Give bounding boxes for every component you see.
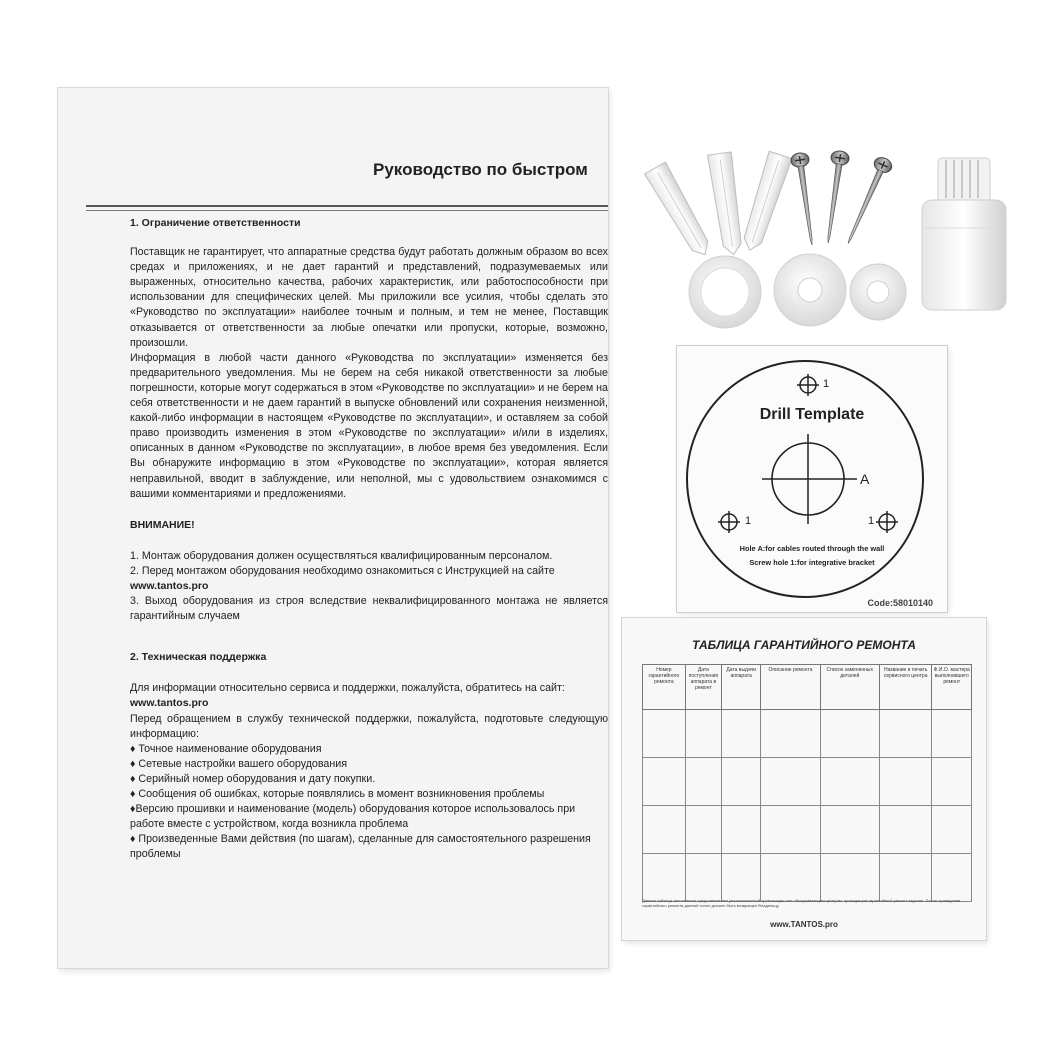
wall-plug-icon	[738, 151, 792, 254]
column-header: Список замененных деталей	[820, 665, 879, 710]
drill-template-diagram	[677, 346, 947, 612]
hole-a-note: Hole A:for cables routed through the wall	[739, 544, 885, 553]
support-paragraph-2: Перед обращением в службу технической поддержки, пожалуйста, подготовьте следующую информацию:	[130, 712, 608, 740]
attention-site: www.tantos.pro	[130, 579, 209, 592]
bullet-item: ♦ Серийный номер оборудования и дату покупки.	[130, 772, 376, 785]
table-row	[643, 806, 972, 854]
column-header: Дата поступления аппарата в ремонт	[685, 665, 721, 710]
crosshair-icon	[718, 511, 740, 533]
hole-label-1: 1	[868, 515, 875, 527]
wall-plug-icon	[707, 152, 745, 256]
column-header: Описание ремонта	[761, 665, 820, 710]
screw-hole-note: Screw hole 1:for integrative bracket	[749, 558, 875, 567]
bullet-item: ♦ Сетевые настройки вашего оборудования	[130, 757, 348, 770]
crosshair-icon	[876, 511, 898, 533]
screw-icon	[840, 155, 894, 247]
drill-template-title: Drill Template	[759, 406, 865, 423]
crosshair-icon	[797, 374, 819, 396]
screw-icon	[819, 150, 850, 245]
warranty-card	[622, 618, 986, 940]
manual-title: Руководство по быстром	[373, 160, 588, 179]
attention-item-2: 2. Перед монтажом оборудования необходимо ознакомиться с Инструкцией на сайте	[130, 564, 555, 577]
cable-gland-icon	[922, 158, 1006, 310]
paragraph-1: Поставщик не гарантирует, что аппаратные средства будут работать должным образом во всех средах и приложениях, и не дает гарантий и представлений, подразумеваемых или выраженных, относительно качества, рабочих характеристик, или работоспособности при использовании для специфических целей. Мы приложили все усилия, чтобы сделать это «Руководство по эксплуатации» наиболее точным и полным, и тем не менее, Поставщик отказывается от ответственности за любые опечатки или пропуски, которые, возможно, произошли.	[130, 246, 608, 349]
hole-label-a: A	[860, 471, 870, 487]
wall-plug-icon	[645, 162, 716, 261]
support-paragraph-1: Для информации относительно сервиса и поддержки, пожалуйста, обратитесь на сайт:	[130, 682, 565, 695]
section-1-heading: 1. Ограничение ответственности	[130, 217, 301, 229]
bullet-item: ♦ Сообщения об ошибках, которые появлялись в момент возникновения проблемы	[130, 788, 545, 800]
rubber-ring-icon	[774, 254, 846, 326]
warranty-site: www.TANTOS.pro	[770, 920, 838, 929]
section-2-heading: 2. Техническая поддержка	[130, 651, 267, 664]
attention-item-3: 3. Выход оборудования из строя вследствие неквалифицированного монтажа не является гарантийным случаем	[130, 595, 608, 623]
paragraph-2: Информация в любой части данного «Руководства по эксплуатации» изменяется без предварительного уведомления. Мы не берем на себя никакой ответственности за любые погрешности, которые могут содержаться в этом «Руководстве по эксплуатации» и не берем на себя ответственности и не даем гарантий в выпуске обновлений или сохранения неизменной, какой-либо информации в настоящем «Руководстве по эксплуатации», и оставляем за собой право производить изменения в этом «Руководстве по эксплуатации» и/или в изделиях, описанных в данном «Руководстве по эксплуатации», в любое время без уведомления. Если Вы обнаружите информацию в этом «Руководстве по эксплуатации», которая является неправильной, вводит в заблуждение, или неполной, мы с удовольствием ознакомимся с вашими комментариями и предложениями.	[130, 351, 608, 500]
attention-item-1: 1. Монтаж оборудования должен осуществляться квалифицированным персоналом.	[130, 549, 553, 562]
warranty-title: ТАБЛИЦА ГАРАНТИЙНОГО РЕМОНТА	[692, 638, 916, 652]
warranty-footnote: Данная таблица заполняется представителем уполномоченной организации или обслуживающим центром, проводящим гарантийный ремонт изделия. После проведения гарантийного ремонта данный талон должен быть возвращен Владельцу.	[642, 898, 961, 908]
mounting-hardware	[640, 140, 1020, 340]
hole-label-1: 1	[823, 378, 830, 390]
bullet-item: ♦Версию прошивки и наименование (модель) оборудования которое использовалось при работе вместе с устройством, когда возникла проблема	[130, 803, 576, 831]
table-header-row	[643, 665, 972, 710]
attention-heading: ВНИМАНИЕ!	[130, 518, 195, 531]
column-header: Название и печать сервисного центра	[879, 665, 932, 710]
rubber-ring-icon	[689, 256, 761, 328]
table-row	[643, 710, 972, 758]
bullet-item: ♦ Точное наименование оборудования	[130, 742, 322, 755]
bullet-item: ♦ Произведенные Вами действия (по шагам), сделанные для самостоятельного разрешения проблемы	[130, 833, 591, 861]
warranty-table	[642, 664, 972, 902]
rubber-ring-icon	[850, 264, 906, 320]
drill-template-card	[677, 346, 947, 612]
manual-sheet	[58, 88, 608, 968]
column-header: Номер гарантийного ремонта	[643, 665, 686, 710]
column-header: Ф.И.О. мастера выполнившего ремонт	[932, 665, 972, 710]
manual-body	[130, 216, 608, 862]
column-header: Дата выдачи аппарата	[721, 665, 760, 710]
screw-icon	[790, 152, 821, 247]
title-divider	[86, 205, 608, 211]
support-site: www.tantos.pro	[130, 697, 209, 710]
hole-label-1: 1	[745, 515, 752, 527]
product-code: Code:58010140	[867, 598, 933, 608]
table-row	[643, 854, 972, 902]
table-row	[643, 758, 972, 806]
